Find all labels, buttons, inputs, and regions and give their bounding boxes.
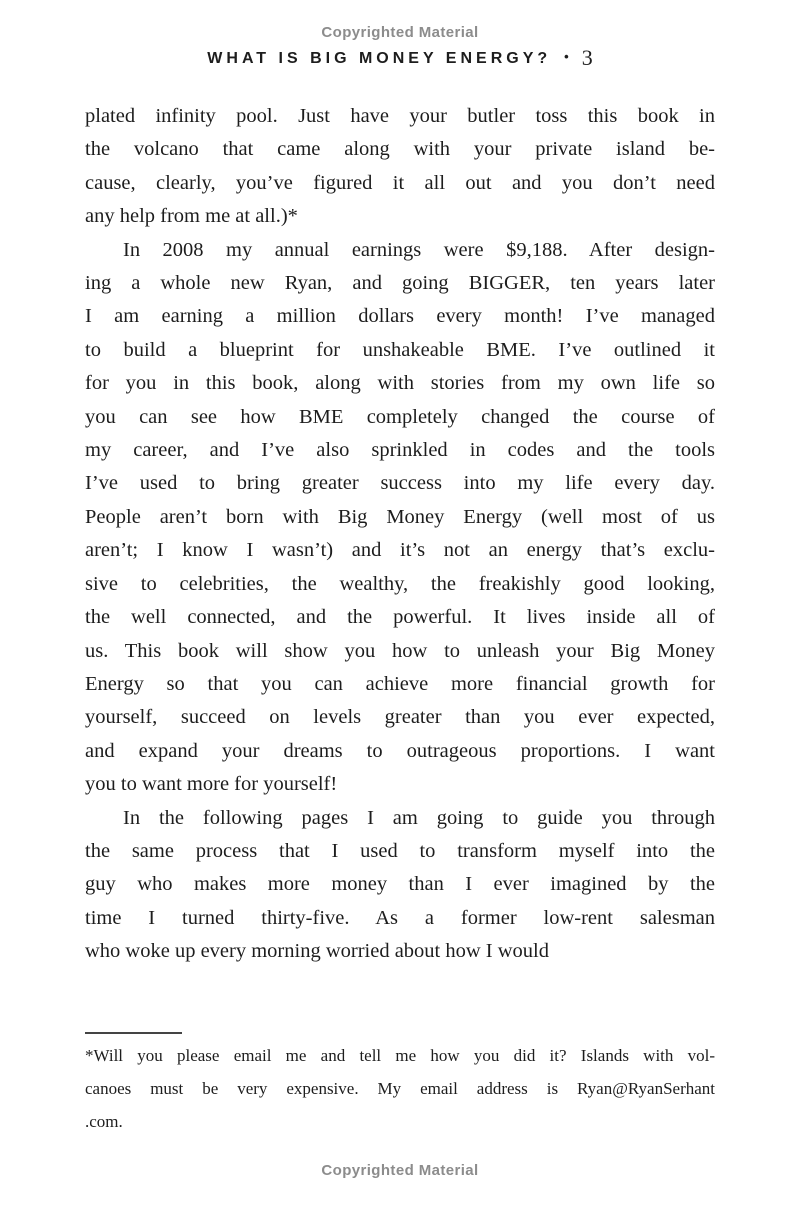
bullet-separator: •	[564, 49, 569, 64]
page-footer	[0, 1162, 800, 1179]
text-line: you can see how BME completely changed the course of	[85, 405, 715, 428]
text-line: for you in this book, along with stories from my own life so	[85, 372, 715, 395]
text-line: you to want more for yourself!	[85, 773, 338, 796]
text-line: the volcano that came along with your private island be-	[85, 138, 715, 161]
body-paragraph	[85, 100, 715, 234]
text-line: who woke up every morning worried about how I would	[85, 940, 550, 963]
text-line: sive to celebrities, the wealthy, the freakishly good looking,	[85, 572, 715, 595]
page-number: 3	[581, 45, 593, 70]
text-line: yourself, succeed on levels greater than you ever expected,	[85, 706, 715, 729]
text-line: us. This book will show you how to unleash your Big Money	[85, 639, 715, 662]
footnote	[85, 1039, 715, 1138]
text-line: cause, clearly, you’ve figured it all out and you don’t need	[85, 171, 715, 194]
text-line: In the following pages I am going to guide you through	[123, 806, 715, 829]
text-line: the well connected, and the powerful. It lives inside all of	[85, 606, 715, 629]
text-line: *Will you please email me and tell me how you did it? Islands with vol-	[85, 1046, 715, 1065]
running-head	[0, 45, 800, 71]
text-line: canoes must be very expensive. My email address is Ryan@RyanSerhant	[85, 1079, 715, 1098]
footnote-divider	[85, 1032, 182, 1034]
page-body	[85, 100, 715, 969]
text-line: and expand your dreams to outrageous proportions. I want	[85, 739, 715, 762]
body-paragraph	[85, 802, 715, 969]
text-line: plated infinity pool. Just have your butler toss this book in	[85, 105, 715, 127]
copyright-notice-top: Copyrighted Material	[321, 24, 479, 41]
text-line: aren’t; I know I wasn’t) and it’s not an energy that’s exclu-	[85, 539, 715, 562]
text-line: Energy so that you can achieve more financial growth for	[85, 672, 715, 695]
text-line: any help from me at all.)*	[85, 205, 298, 228]
page-header	[0, 24, 800, 71]
chapter-title: WHAT IS BIG MONEY ENERGY?	[207, 50, 552, 67]
copyright-notice-bottom: Copyrighted Material	[321, 1162, 479, 1179]
text-line: In 2008 my annual earnings were $9,188. After design-	[123, 238, 715, 261]
text-line: People aren’t born with Big Money Energy (well most of us	[85, 505, 715, 528]
text-line: I’ve used to bring greater success into my life every day.	[85, 472, 715, 495]
text-line: the same process that I used to transform myself into the	[85, 839, 715, 862]
text-line: guy who makes more money than I ever imagined by the	[85, 873, 715, 896]
text-line: my career, and I’ve also sprinkled in codes and the tools	[85, 439, 715, 462]
text-line: .com.	[85, 1112, 123, 1131]
text-line: to build a blueprint for unshakeable BME. I’ve outlined it	[85, 338, 715, 361]
body-paragraph	[85, 234, 715, 802]
text-line: time I turned thirty-five. As a former low-rent salesman	[85, 906, 715, 929]
text-line: ing a whole new Ryan, and going BIGGER, ten years later	[85, 272, 715, 295]
text-line: I am earning a million dollars every month! I’ve managed	[85, 305, 715, 328]
